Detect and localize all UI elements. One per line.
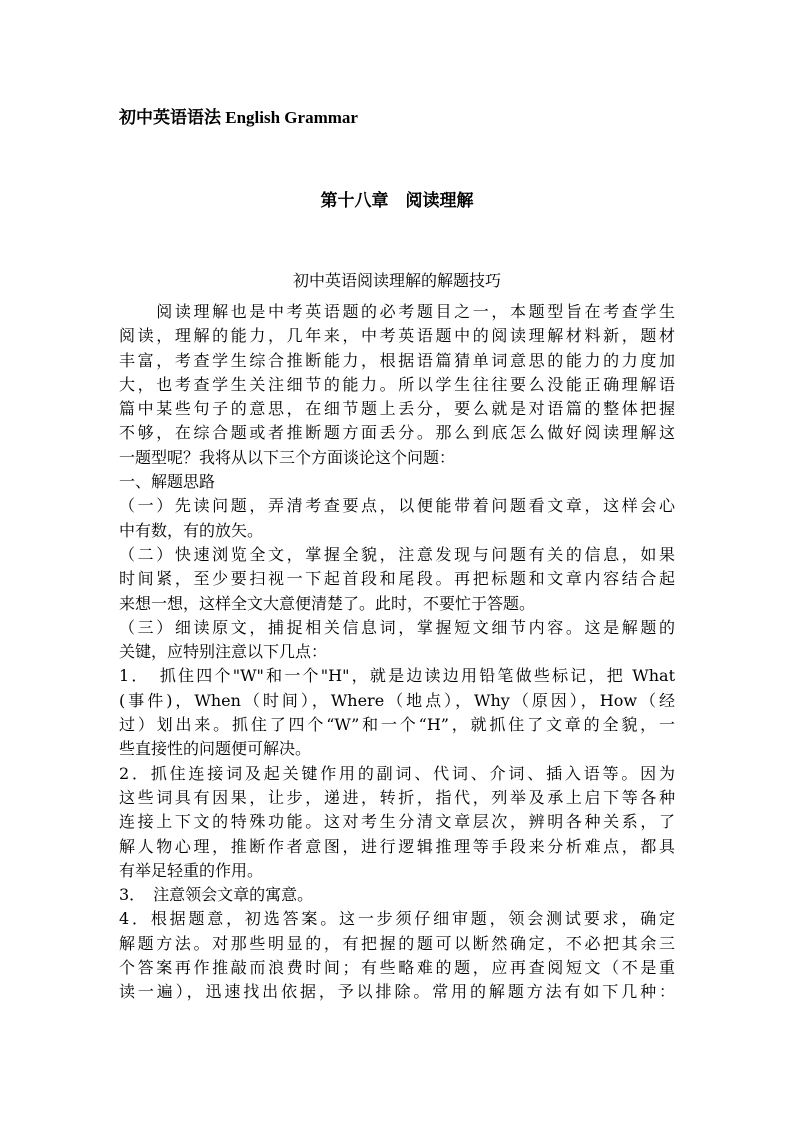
body-line: 3． 注意领会文章的寓意。 [119, 885, 314, 905]
section-heading: 一、解题思路 [119, 472, 216, 492]
body-line: 1． 抓住四个"W"和一个"H"，就是边读边用铅笔做些标记，把 What [119, 666, 675, 686]
body-line: （三）细读原文，捕捉相关信息词，掌握短文细节内容。这是解题的 [119, 617, 675, 637]
body-line: (事件)，When（时间），Where（地点），Why（原因），How（经 [119, 690, 675, 710]
body-line: 2．抓住连接词及起关键作用的副词、代词、介词、插入语等。因为 [119, 763, 675, 783]
body-line: 读一遍），迅速找出依据，予以排除。常用的解题方法有如下几种： [119, 982, 675, 1002]
body-line: 有举足轻重的作用。 [119, 860, 264, 880]
body-line: 个答案再作推敲而浪费时间；有些略难的题，应再查阅短文（不是重 [119, 958, 675, 978]
body-line: （一）先读问题，弄清考查要点，以便能带着问题看文章，这样会心 [119, 496, 675, 516]
body-line: 中有数，有的放矢。 [119, 520, 264, 540]
body-line: 来想一想，这样全文大意便清楚了。此时，不要忙于答题。 [119, 593, 536, 613]
body-line: 不够，在综合题或者推断题方面丢分。那么到底怎么做好阅读理解这 [119, 423, 675, 443]
body-line: 这些词具有因果，让步，递进，转折，指代，列举及承上启下等各种 [119, 787, 675, 807]
document-header-title: 初中英语语法 English Grammar [119, 108, 358, 127]
body-line: 时间紧，至少要扫视一下起首段和尾段。再把标题和文章内容结合起 [119, 569, 675, 589]
body-line: （二）快速浏览全文，掌握全貌，注意发现与问题有关的信息，如果 [119, 544, 675, 564]
body-line: 大，也考查学生关注细节的能力。所以学生往往要么没能正确理解语 [119, 374, 675, 394]
body-text [119, 300, 675, 1005]
body-line: 阅读理解也是中考英语题的必考题目之一，本题型旨在考查学生 [119, 302, 675, 321]
body-line: 丰富，考查学生综合推断能力，根据语篇猜单词意思的能力的力度加 [119, 350, 675, 370]
body-line: 些直接性的问题便可解决。 [119, 739, 312, 759]
body-line: 过）划出来。抓住了四个“W”和一个“H”，就抓住了文章的全貌，一 [119, 715, 675, 735]
body-line: 解人物心理，推断作者意图，进行逻辑推理等手段来分析难点，都具 [119, 836, 675, 856]
body-line: 篇中某些句子的意思，在细节题上丢分，要么就是对语篇的整体把握 [119, 399, 675, 419]
body-line: 4．根据题意，初选答案。这一步须仔细审题，领会测试要求，确定 [119, 909, 675, 929]
body-line: 关键，应特别注意以下几点： [119, 642, 328, 662]
body-line: 一题型呢？我将从以下三个方面谈论这个问题： [119, 447, 456, 467]
body-line: 阅读，理解的能力，几年来，中考英语题中的阅读理解材料新，题材 [119, 326, 675, 346]
body-line: 连接上下文的特殊功能。这对考生分清文章层次，辨明各种关系，了 [119, 812, 675, 832]
body-line: 解题方法。对那些明显的，有把握的题可以断然确定，不必把其余三 [119, 933, 675, 953]
chapter-title: 第十八章 阅读理解 [320, 191, 474, 211]
section-title: 初中英语阅读理解的解题技巧 [292, 271, 501, 290]
